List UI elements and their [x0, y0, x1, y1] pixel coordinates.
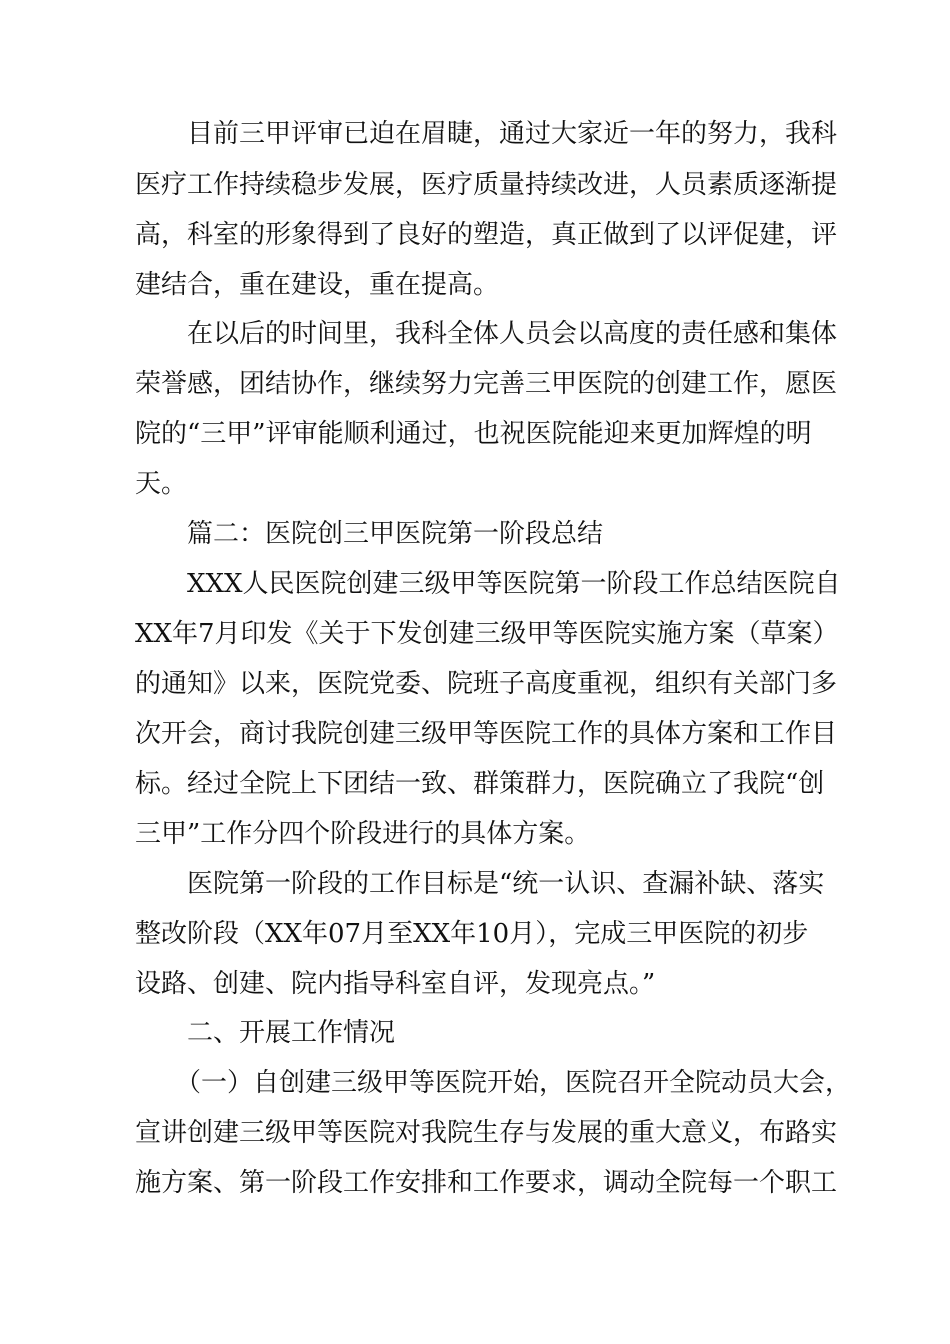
text-line: 的通知》以来，医院党委、院班子高度重视，组织有关部门多	[135, 669, 838, 699]
text-line: 次开会，商讨我院创建三级甲等医院工作的具体方案和工作目	[135, 719, 838, 749]
text-line: （一）自创建三级甲等医院开始，医院召开全院动员大会，	[175, 1068, 852, 1098]
text-line: 标。经过全院上下团结一致、群策群力，医院确立了我院“创	[135, 769, 825, 799]
text-line: 目前三甲评审已迫在眉睫，通过大家近一年的努力，我科	[187, 119, 838, 149]
text-line: 建结合，重在建设，重在提高。	[135, 270, 500, 300]
text-line: 在以后的时间里，我科全体人员会以高度的责任感和集体	[187, 319, 838, 349]
text-line: XXX人民医院创建三级甲等医院第一阶段工作总结医院自	[187, 569, 841, 599]
text-line: 高，科室的形象得到了良好的塑造，真正做到了以评促建，评	[135, 220, 838, 250]
section-heading: 二、开展工作情况	[187, 1018, 396, 1048]
text-line: 院的“三甲”评审能顺利通过，也祝医院能迎来更加辉煌的明	[135, 419, 812, 449]
text-line: XX年7月印发《关于下发创建三级甲等医院实施方案（草案）	[135, 619, 839, 649]
text-line: 施方案、第一阶段工作安排和工作要求，调动全院每一个职工	[135, 1168, 838, 1198]
text-line: 荣誉感，团结协作，继续努力完善三甲医院的创建工作，愿医	[135, 369, 838, 399]
text-line: 医院第一阶段的工作目标是“统一认识、查漏补缺、落实	[187, 869, 825, 899]
text-line: 整改阶段（XX年07月至XX年10月），完成三甲医院的初步	[135, 919, 809, 949]
section-heading: 篇二：医院创三甲医院第一阶段总结	[187, 519, 604, 549]
text-line: 宣讲创建三级甲等医院对我院生存与发展的重大意义，布路实	[135, 1118, 838, 1148]
text-line: 三甲”工作分四个阶段进行的具体方案。	[135, 819, 591, 849]
text-line: 医疗工作持续稳步发展，医疗质量持续改进，人员素质逐渐提	[135, 170, 838, 200]
text-line: 天。	[135, 469, 188, 499]
text-line: 设路、创建、院内指导科室自评，发现亮点。”	[135, 969, 656, 999]
